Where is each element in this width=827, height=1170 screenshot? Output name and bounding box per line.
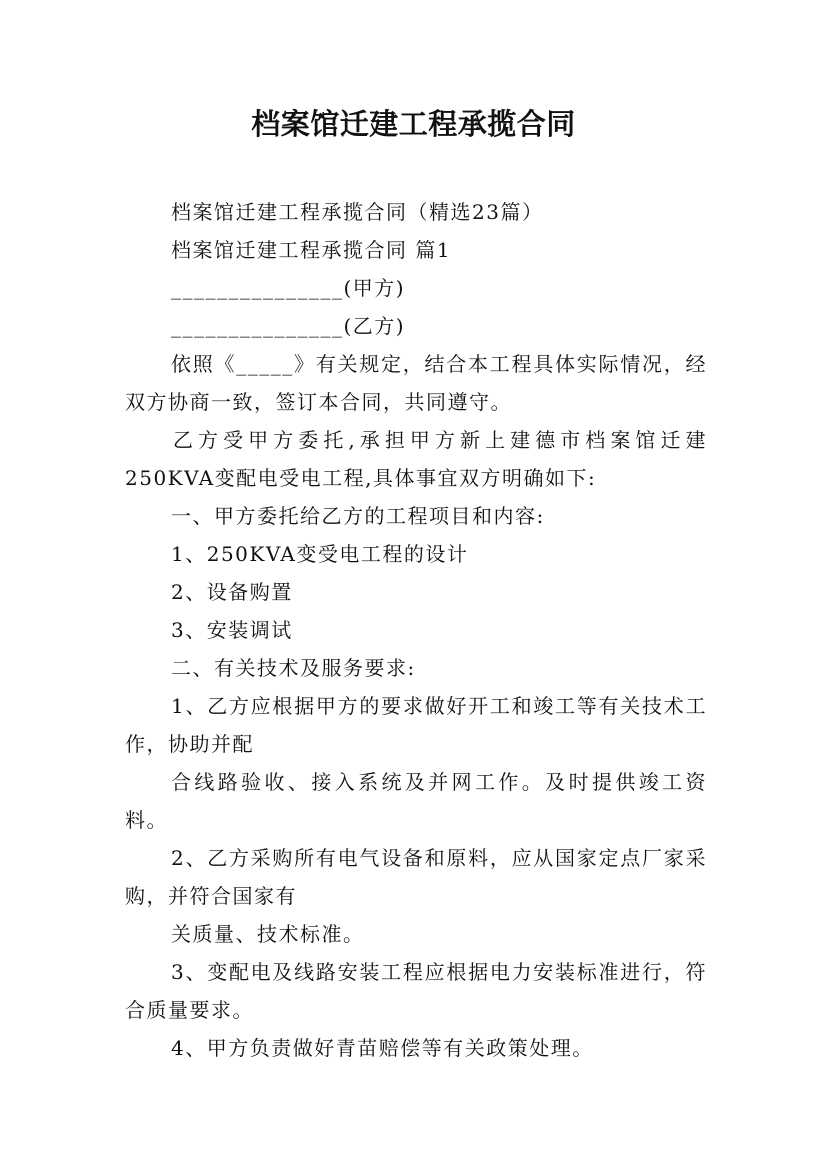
paragraph-subtitle: 档案馆迁建工程承揽合同（精选23篇） — [171, 200, 544, 224]
list-item: 1、乙方应根据甲方的要求做好开工和竣工等有关技术工作，协助并配 — [125, 694, 707, 756]
paragraph-commission: 乙方受甲方委托,承担甲方新上建德市档案馆迁建250KVA变配电受电工程,具体事宜双方明确如下: — [125, 428, 707, 490]
document-title: 档案馆迁建工程承揽合同 — [251, 107, 576, 141]
list-item: 3、变配电及线路安装工程应根据电力安装标准进行，符合质量要求。 — [125, 960, 707, 1022]
document-body — [125, 193, 707, 1067]
list-item: 4、甲方负责做好青苗赔偿等有关政策处理。 — [171, 1036, 594, 1060]
list-item: 1、250KVA变受电工程的设计 — [171, 542, 469, 566]
list-item: 3、安装调试 — [171, 618, 293, 642]
party-a-line: _______________(甲方) — [171, 276, 406, 300]
list-item: 2、乙方采购所有电气设备和原料，应从国家定点厂家采购，并符合国家有 — [125, 846, 707, 908]
list-item-continuation: 关质量、技术标准。 — [171, 922, 365, 946]
paragraph-section-heading: 档案馆迁建工程承揽合同 篇1 — [171, 238, 452, 262]
section-one-heading: 一、甲方委托给乙方的工程项目和内容: — [171, 504, 545, 528]
list-item-continuation: 合线路验收、接入系统及并网工作。及时提供竣工资料。 — [125, 770, 707, 832]
paragraph-basis: 依照《_____》有关规定，结合本工程具体实际情况，经双方协商一致，签订本合同，共同遵守。 — [125, 352, 707, 414]
section-two-heading: 二、有关技术及服务要求: — [171, 656, 416, 680]
party-b-line: _______________(乙方) — [171, 314, 406, 338]
list-item: 2、设备购置 — [171, 580, 293, 604]
